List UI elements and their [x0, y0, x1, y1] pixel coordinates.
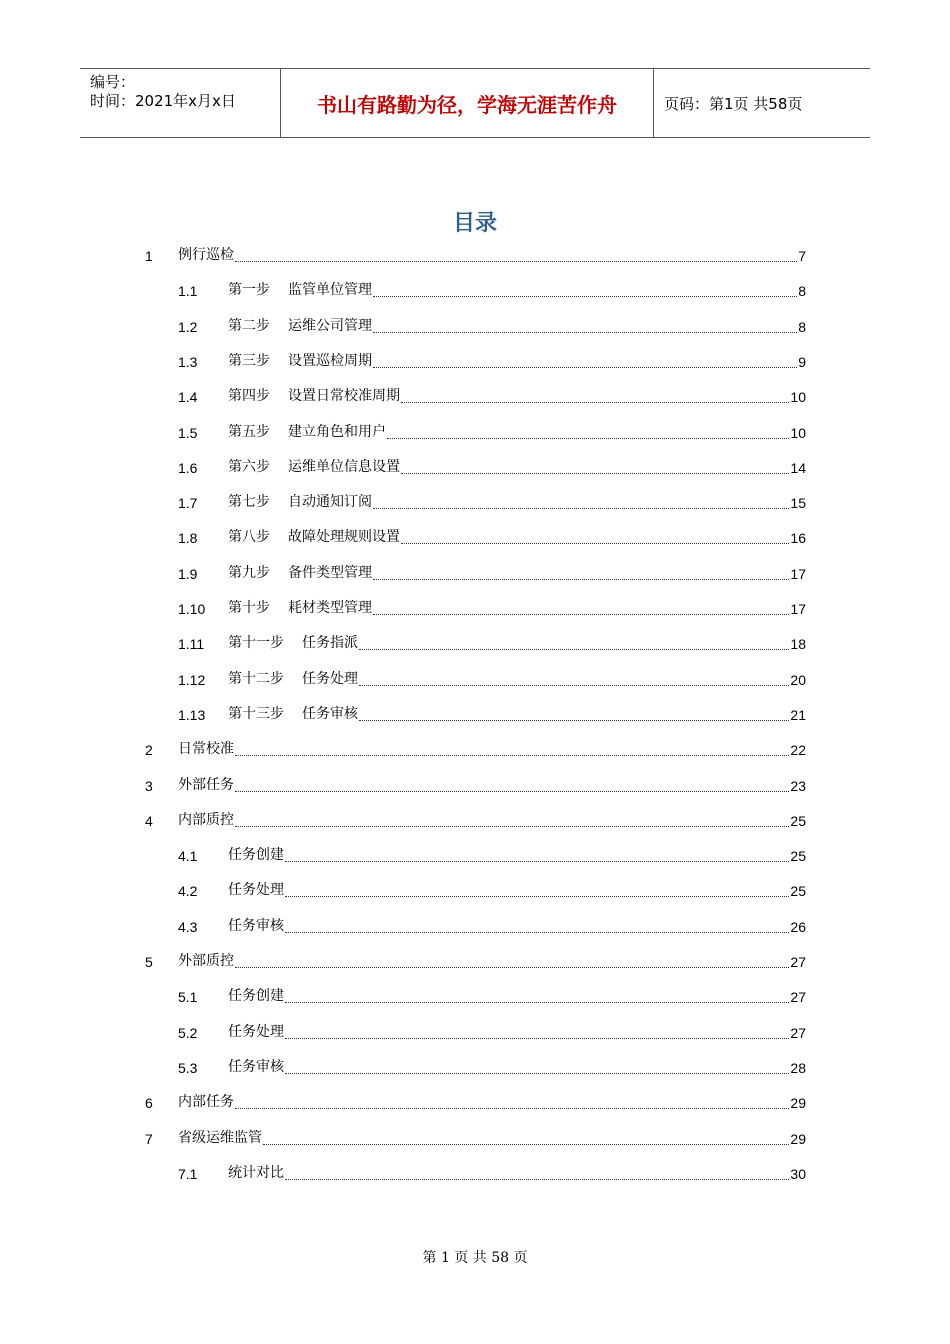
toc-title: 目录 [452, 210, 497, 236]
toc-entry[interactable] [145, 1129, 806, 1149]
toc-entry[interactable] [178, 423, 806, 443]
toc-entry[interactable] [178, 493, 806, 513]
toc-entry-page: 10 [790, 424, 806, 441]
toc-entry-text: 任务处理 [302, 670, 358, 687]
toc-entry-label [228, 562, 372, 582]
toc-entry-page: 30 [790, 1165, 806, 1182]
toc-entry-label [228, 1162, 284, 1182]
toc-leader-dots [387, 438, 789, 439]
toc-entry-text: 任务处理 [228, 882, 284, 899]
toc-entry[interactable] [145, 740, 806, 760]
toc-entry-number: 1.7 [178, 495, 198, 512]
toc-entry-page: 17 [790, 601, 806, 617]
toc-entry-text: 任务审核 [228, 917, 284, 934]
toc-entry[interactable] [178, 987, 806, 1007]
toc-entry-text: 外部质控 [178, 953, 234, 969]
toc-leader-dots [373, 508, 789, 509]
toc-entry[interactable] [178, 846, 806, 866]
toc-entry-number: 4.2 [178, 883, 198, 900]
toc-entry-page: 9 [798, 353, 806, 370]
toc-entry-number: 1.8 [178, 530, 198, 547]
toc-entry-label [228, 879, 284, 899]
toc-entry-page: 27 [790, 1024, 806, 1041]
toc-entry-number: 1.2 [178, 318, 198, 335]
toc-entry-step: 第六步 [228, 458, 270, 475]
toc-entry[interactable] [178, 1058, 806, 1078]
toc-entry-label [178, 809, 234, 829]
toc-entry-text: 故障处理规则设置 [288, 529, 400, 546]
toc-entry-text: 任务创建 [228, 847, 284, 864]
toc-leader-dots [285, 932, 789, 933]
toc-leader-dots [373, 367, 797, 368]
toc-entry-text: 监管单位管理 [288, 282, 372, 299]
toc-entry-label [228, 632, 358, 652]
toc-entry-text: 设置巡检周期 [288, 352, 372, 369]
toc-entry-step: 第八步 [228, 529, 270, 546]
toc-entry[interactable] [178, 1023, 806, 1043]
toc-entry[interactable] [178, 1164, 806, 1184]
toc-entry-step: 第二步 [228, 317, 270, 334]
toc-entry-text: 外部任务 [178, 776, 234, 793]
toc-entry-step: 第三步 [228, 352, 270, 369]
toc-leader-dots [235, 826, 789, 827]
toc-entry-text: 统计对比 [228, 1164, 284, 1181]
toc-entry-label [228, 315, 372, 335]
toc-entry[interactable] [145, 1093, 806, 1113]
toc-entry-text: 日常校准 [178, 741, 234, 758]
toc-entry-page: 23 [790, 777, 806, 794]
toc-entry-label [228, 456, 400, 476]
toc-entry[interactable] [178, 352, 806, 372]
toc-entry-page: 29 [790, 1095, 806, 1112]
toc-leader-dots [285, 896, 789, 897]
toc-leader-dots [373, 332, 797, 333]
toc-entry[interactable] [178, 881, 806, 901]
toc-entry-number: 7.1 [178, 1165, 198, 1182]
toc-leader-dots [359, 649, 789, 650]
toc-entry-label [178, 738, 234, 758]
document-time-label: 时间：2021年x月x日 [90, 92, 236, 110]
toc-entry-step: 第四步 [228, 388, 270, 405]
toc-leader-dots [373, 579, 789, 580]
toc-entry-step: 第五步 [228, 423, 270, 440]
toc-entry-text: 建立角色和用户 [288, 423, 386, 440]
toc-entry-label [178, 950, 234, 970]
toc-entry-number: 7 [145, 1130, 153, 1147]
toc-entry-page: 17 [790, 565, 806, 582]
toc-entry[interactable] [178, 387, 806, 407]
toc-entry-text: 任务审核 [228, 1058, 284, 1075]
toc-entry-step: 第一步 [228, 282, 270, 299]
toc-entry-text: 耗材类型管理 [288, 600, 372, 616]
toc-entry-label [228, 350, 372, 370]
toc-entry-label [228, 279, 372, 299]
toc-entry-label [228, 915, 284, 935]
toc-entry-step: 第十三步 [228, 705, 284, 722]
header-motto: 书山有路勤为径，学海无涯苦作舟 [281, 69, 654, 137]
toc-entry-label [228, 491, 372, 511]
toc-entry-page: 10 [790, 389, 806, 406]
toc-entry-page: 20 [790, 671, 806, 688]
page-footer: 第 1 页 共 58 页 [422, 1250, 528, 1266]
toc-entry-page: 25 [790, 883, 806, 900]
toc-entry-step: 第十一步 [228, 635, 284, 652]
toc-entry-page: 27 [790, 954, 806, 970]
toc-leader-dots [285, 1038, 789, 1039]
toc-entry-label [228, 1021, 284, 1041]
toc-entry[interactable] [178, 634, 806, 654]
toc-entry-label [228, 985, 284, 1005]
toc-entry[interactable] [178, 599, 806, 619]
toc-leader-dots [263, 1144, 789, 1145]
toc-leader-dots [235, 1108, 789, 1109]
toc-entry-number: 4.1 [178, 848, 198, 865]
toc-entry-number: 3 [145, 777, 153, 794]
toc-entry-label [178, 1127, 262, 1147]
toc-entry-text: 内部任务 [178, 1094, 234, 1111]
toc-entry-number: 4 [145, 812, 153, 829]
toc-leader-dots [235, 755, 789, 756]
toc-entry-text: 省级运维监管 [178, 1129, 262, 1146]
toc-leader-dots [373, 614, 789, 615]
toc-entry[interactable] [178, 917, 806, 937]
toc-entry[interactable] [178, 705, 806, 725]
toc-entry[interactable] [178, 564, 806, 584]
toc-entry-number: 1.1 [178, 283, 198, 300]
toc-entry-number: 1.11 [178, 636, 205, 653]
toc-entry-text: 任务创建 [228, 988, 284, 1005]
document-number-label: 编号： [90, 73, 136, 91]
toc-leader-dots [373, 296, 797, 297]
toc-entry[interactable] [145, 246, 806, 266]
toc-entry-label [228, 703, 358, 723]
toc-leader-dots [285, 1179, 789, 1180]
toc-entry-page: 26 [790, 918, 806, 935]
toc-entry-step: 第九步 [228, 564, 270, 581]
toc-leader-dots [285, 1073, 789, 1074]
toc-entry-label [228, 597, 372, 617]
toc-entry-page: 25 [790, 848, 806, 865]
toc-entry-number: 5.2 [178, 1024, 198, 1041]
toc-entry-number: 1.9 [178, 565, 198, 582]
toc-entry-number: 6 [145, 1095, 153, 1112]
toc-entry-number: 1.12 [178, 671, 206, 688]
toc-entry-number: 1 [145, 248, 153, 264]
toc-entry-label [178, 774, 234, 794]
toc-entry-page: 27 [790, 989, 806, 1006]
toc-entry[interactable] [145, 776, 806, 796]
toc-entry-number: 2 [145, 742, 153, 759]
toc-entry-page: 8 [798, 283, 806, 300]
toc-entry-text: 例行巡检 [178, 247, 234, 263]
toc-entry-page: 14 [790, 459, 806, 476]
toc-leader-dots [285, 861, 789, 862]
page-header [80, 68, 870, 138]
toc-entry-step: 第十步 [228, 600, 270, 616]
toc-entry[interactable] [178, 281, 806, 301]
toc-entry-text: 任务审核 [302, 705, 358, 722]
toc-entry-text: 自动通知订阅 [288, 494, 372, 511]
toc-entry-number: 1.4 [178, 389, 198, 406]
toc-entry-number: 1.10 [178, 601, 206, 617]
toc-entry-page: 8 [798, 318, 806, 335]
header-page-info: 页码：第1页 共58页 [664, 94, 803, 113]
toc-leader-dots [359, 685, 789, 686]
toc-entry-text: 内部质控 [178, 811, 234, 828]
toc-entry-page: 18 [790, 636, 806, 653]
toc-entry-text: 任务处理 [228, 1023, 284, 1040]
toc-entry-page: 28 [790, 1059, 806, 1076]
toc-leader-dots [235, 791, 789, 792]
toc-entry[interactable] [145, 952, 806, 972]
toc-entry-number: 1.6 [178, 459, 198, 476]
toc-entry[interactable] [178, 317, 806, 337]
toc-entry-label [178, 244, 234, 264]
toc-entry[interactable] [178, 670, 806, 690]
toc-leader-dots [235, 261, 797, 262]
toc-entry-text: 备件类型管理 [288, 564, 372, 581]
toc-entry[interactable] [145, 811, 806, 831]
toc-entry-label [228, 385, 400, 405]
toc-entry-number: 1.3 [178, 353, 198, 370]
toc-entry-label [228, 421, 386, 441]
toc-entry-page: 16 [790, 530, 806, 547]
toc-entry-number: 5.1 [178, 989, 198, 1006]
toc-entry-label [228, 844, 284, 864]
toc-entry-number: 1.13 [178, 706, 206, 723]
toc-entry-number: 5 [145, 954, 153, 970]
toc-leader-dots [401, 402, 789, 403]
toc-entry-label [178, 1091, 234, 1111]
toc-entry-text: 运维公司管理 [288, 317, 372, 334]
toc-entry-text: 运维单位信息设置 [288, 458, 400, 475]
toc-entry-page: 15 [790, 495, 806, 512]
toc-entry[interactable] [178, 528, 806, 548]
toc-entry-page: 7 [798, 248, 806, 264]
toc-leader-dots [359, 720, 789, 721]
header-meta [80, 69, 281, 137]
toc-entry-number: 4.3 [178, 918, 198, 935]
toc-entry-step: 第七步 [228, 494, 270, 511]
toc-entry-page: 22 [790, 742, 806, 759]
toc-entry-text: 任务指派 [302, 635, 358, 652]
toc-entry-label [228, 526, 400, 546]
toc-entry-page: 25 [790, 812, 806, 829]
toc-leader-dots [401, 543, 789, 544]
toc-entry-label [228, 1056, 284, 1076]
toc-entry-text: 设置日常校准周期 [288, 388, 400, 405]
toc-entry-number: 5.3 [178, 1059, 198, 1076]
toc-leader-dots [285, 1002, 789, 1003]
toc-entry[interactable] [178, 458, 806, 478]
toc-entry-number: 1.5 [178, 424, 198, 441]
toc-entry-label [228, 668, 358, 688]
toc-entry-step: 第十二步 [228, 670, 284, 687]
toc-entry-page: 29 [790, 1130, 806, 1147]
toc-entry-page: 21 [790, 706, 806, 723]
toc-leader-dots [235, 967, 789, 968]
toc-leader-dots [401, 473, 789, 474]
